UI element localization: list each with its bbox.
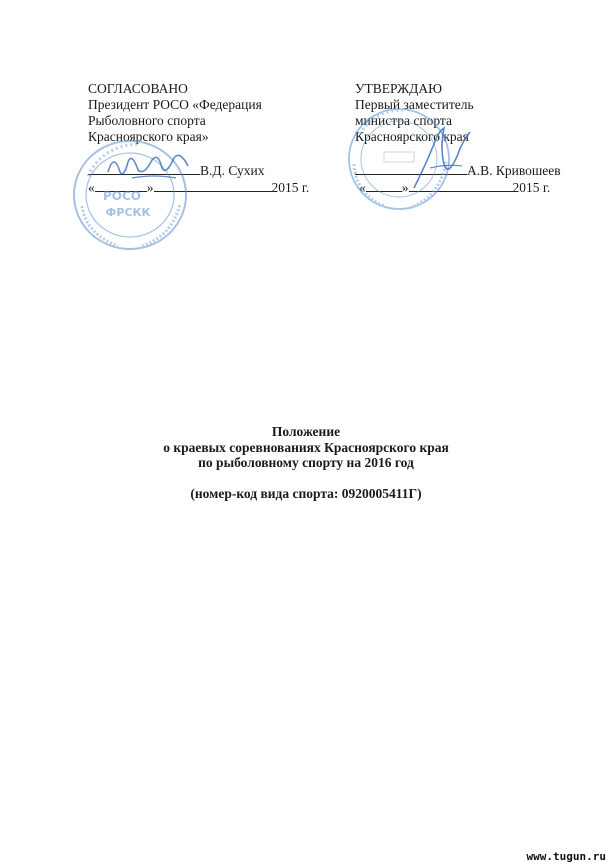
left-signer-name: В.Д. Сухих — [200, 163, 265, 178]
right-date-open: « — [359, 180, 366, 195]
right-line-3: Красноярского края — [355, 129, 469, 144]
right-line-2: министра спорта — [355, 113, 452, 128]
right-heading: УТВЕРЖДАЮ — [355, 81, 443, 96]
left-line-2: Рыболовного спорта — [88, 113, 206, 128]
right-date-close: » — [401, 180, 409, 195]
left-line-3: Красноярского края» — [88, 129, 209, 144]
left-stamp-text-2: ФРСКК — [105, 206, 151, 219]
sport-code-line: (номер-код вида спорта: 0920005411Г) — [190, 485, 422, 501]
title-gap — [0, 471, 612, 486]
right-signer-name: А.В. Кривошеев — [467, 163, 561, 178]
left-date-open: « — [88, 180, 95, 195]
right-handwritten-signature — [400, 124, 480, 194]
right-year: 2015 г. — [512, 180, 551, 195]
left-stamp-text: РОСО — [102, 189, 142, 203]
title-line-1: Положение — [271, 424, 341, 439]
left-line-1: Президент РОСО «Федерация — [88, 97, 262, 112]
left-year: 2015 г. — [271, 180, 310, 195]
title-line-3: по рыболовному спорту на 2016 год — [198, 455, 414, 470]
title-line-2: о краевых соревнованиях Красноярского края — [163, 439, 449, 455]
left-handwritten-signature — [104, 148, 194, 184]
watermark: www.tugun.ru — [526, 850, 606, 863]
left-date-close: » — [146, 180, 154, 195]
right-line-1: Первый заместитель — [355, 97, 474, 112]
document-title-block — [0, 424, 612, 501]
left-heading: СОГЛАСОВАНО — [88, 81, 188, 96]
